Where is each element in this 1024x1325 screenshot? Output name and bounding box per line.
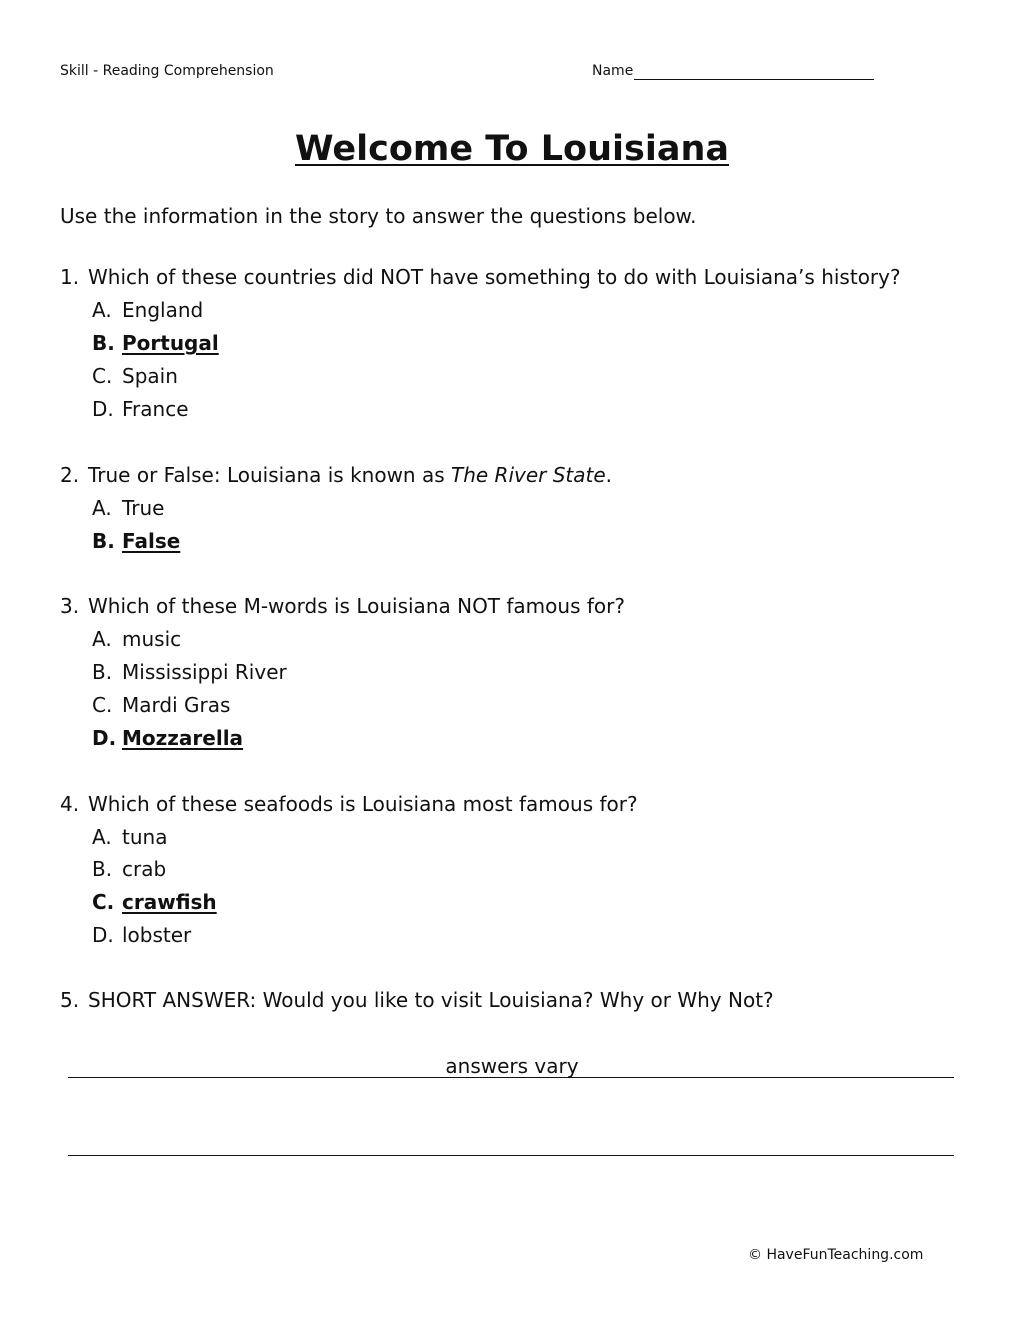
- q1-option-d: D. France: [92, 397, 189, 421]
- question-4: [60, 791, 638, 817]
- q1-option-c: C. Spain: [92, 364, 178, 388]
- skill-label: Skill - Reading Comprehension: [60, 63, 274, 79]
- name-label: Name: [592, 63, 634, 79]
- question-3: [60, 593, 625, 619]
- question-text-italic: The River State: [451, 463, 606, 487]
- q4-option-b: B. crab: [92, 857, 167, 881]
- question-2: 2. True or False: Louisiana is known as The River State.: [60, 463, 613, 487]
- question-number: 2.: [60, 463, 80, 487]
- question-text: Which of these seafoods is Louisiana most famous for?: [88, 792, 638, 816]
- answer-line-2: [68, 1155, 954, 1156]
- q3-option-b: B. Mississippi River: [92, 660, 287, 684]
- question-text: Which of these countries did NOT have something to do with Louisiana’s history?: [88, 265, 901, 289]
- name-field: [592, 62, 874, 80]
- page-title: Welcome To Louisiana: [295, 129, 729, 169]
- q1-option-b-correct: B. Portugal: [92, 331, 219, 355]
- copyright-footer: © HaveFunTeaching.com: [748, 1247, 924, 1263]
- question-5: [60, 987, 774, 1013]
- question-text: SHORT ANSWER: Would you like to visit Louisiana? Why or Why Not?: [88, 988, 774, 1012]
- q2-option-a: A. True: [92, 496, 165, 520]
- q4-option-c-correct: C. crawfish: [92, 890, 217, 914]
- question-number: 3.: [60, 594, 80, 618]
- question-number: 5.: [60, 988, 80, 1012]
- q1-option-a: A. England: [92, 298, 204, 322]
- instructions: Use the information in the story to answer the questions below.: [60, 204, 697, 228]
- q4-option-a: A. tuna: [92, 825, 168, 849]
- q3-option-c: C. Mardi Gras: [92, 693, 231, 717]
- answer-line-1: [68, 1077, 954, 1078]
- short-answer-text: answers vary: [445, 1054, 579, 1078]
- question-number: 4.: [60, 792, 80, 816]
- q4-option-d: D. lobster: [92, 923, 192, 947]
- question-1: [60, 264, 901, 290]
- question-number: 1.: [60, 265, 80, 289]
- question-text: Which of these M-words is Louisiana NOT famous for?: [88, 594, 625, 618]
- question-text: True or False: Louisiana is known as: [88, 463, 451, 487]
- q2-option-b-correct: B. False: [92, 529, 181, 553]
- name-blank-line: [634, 65, 874, 80]
- q3-option-a: A. music: [92, 627, 182, 651]
- q3-option-d-correct: D. Mozzarella: [92, 726, 244, 750]
